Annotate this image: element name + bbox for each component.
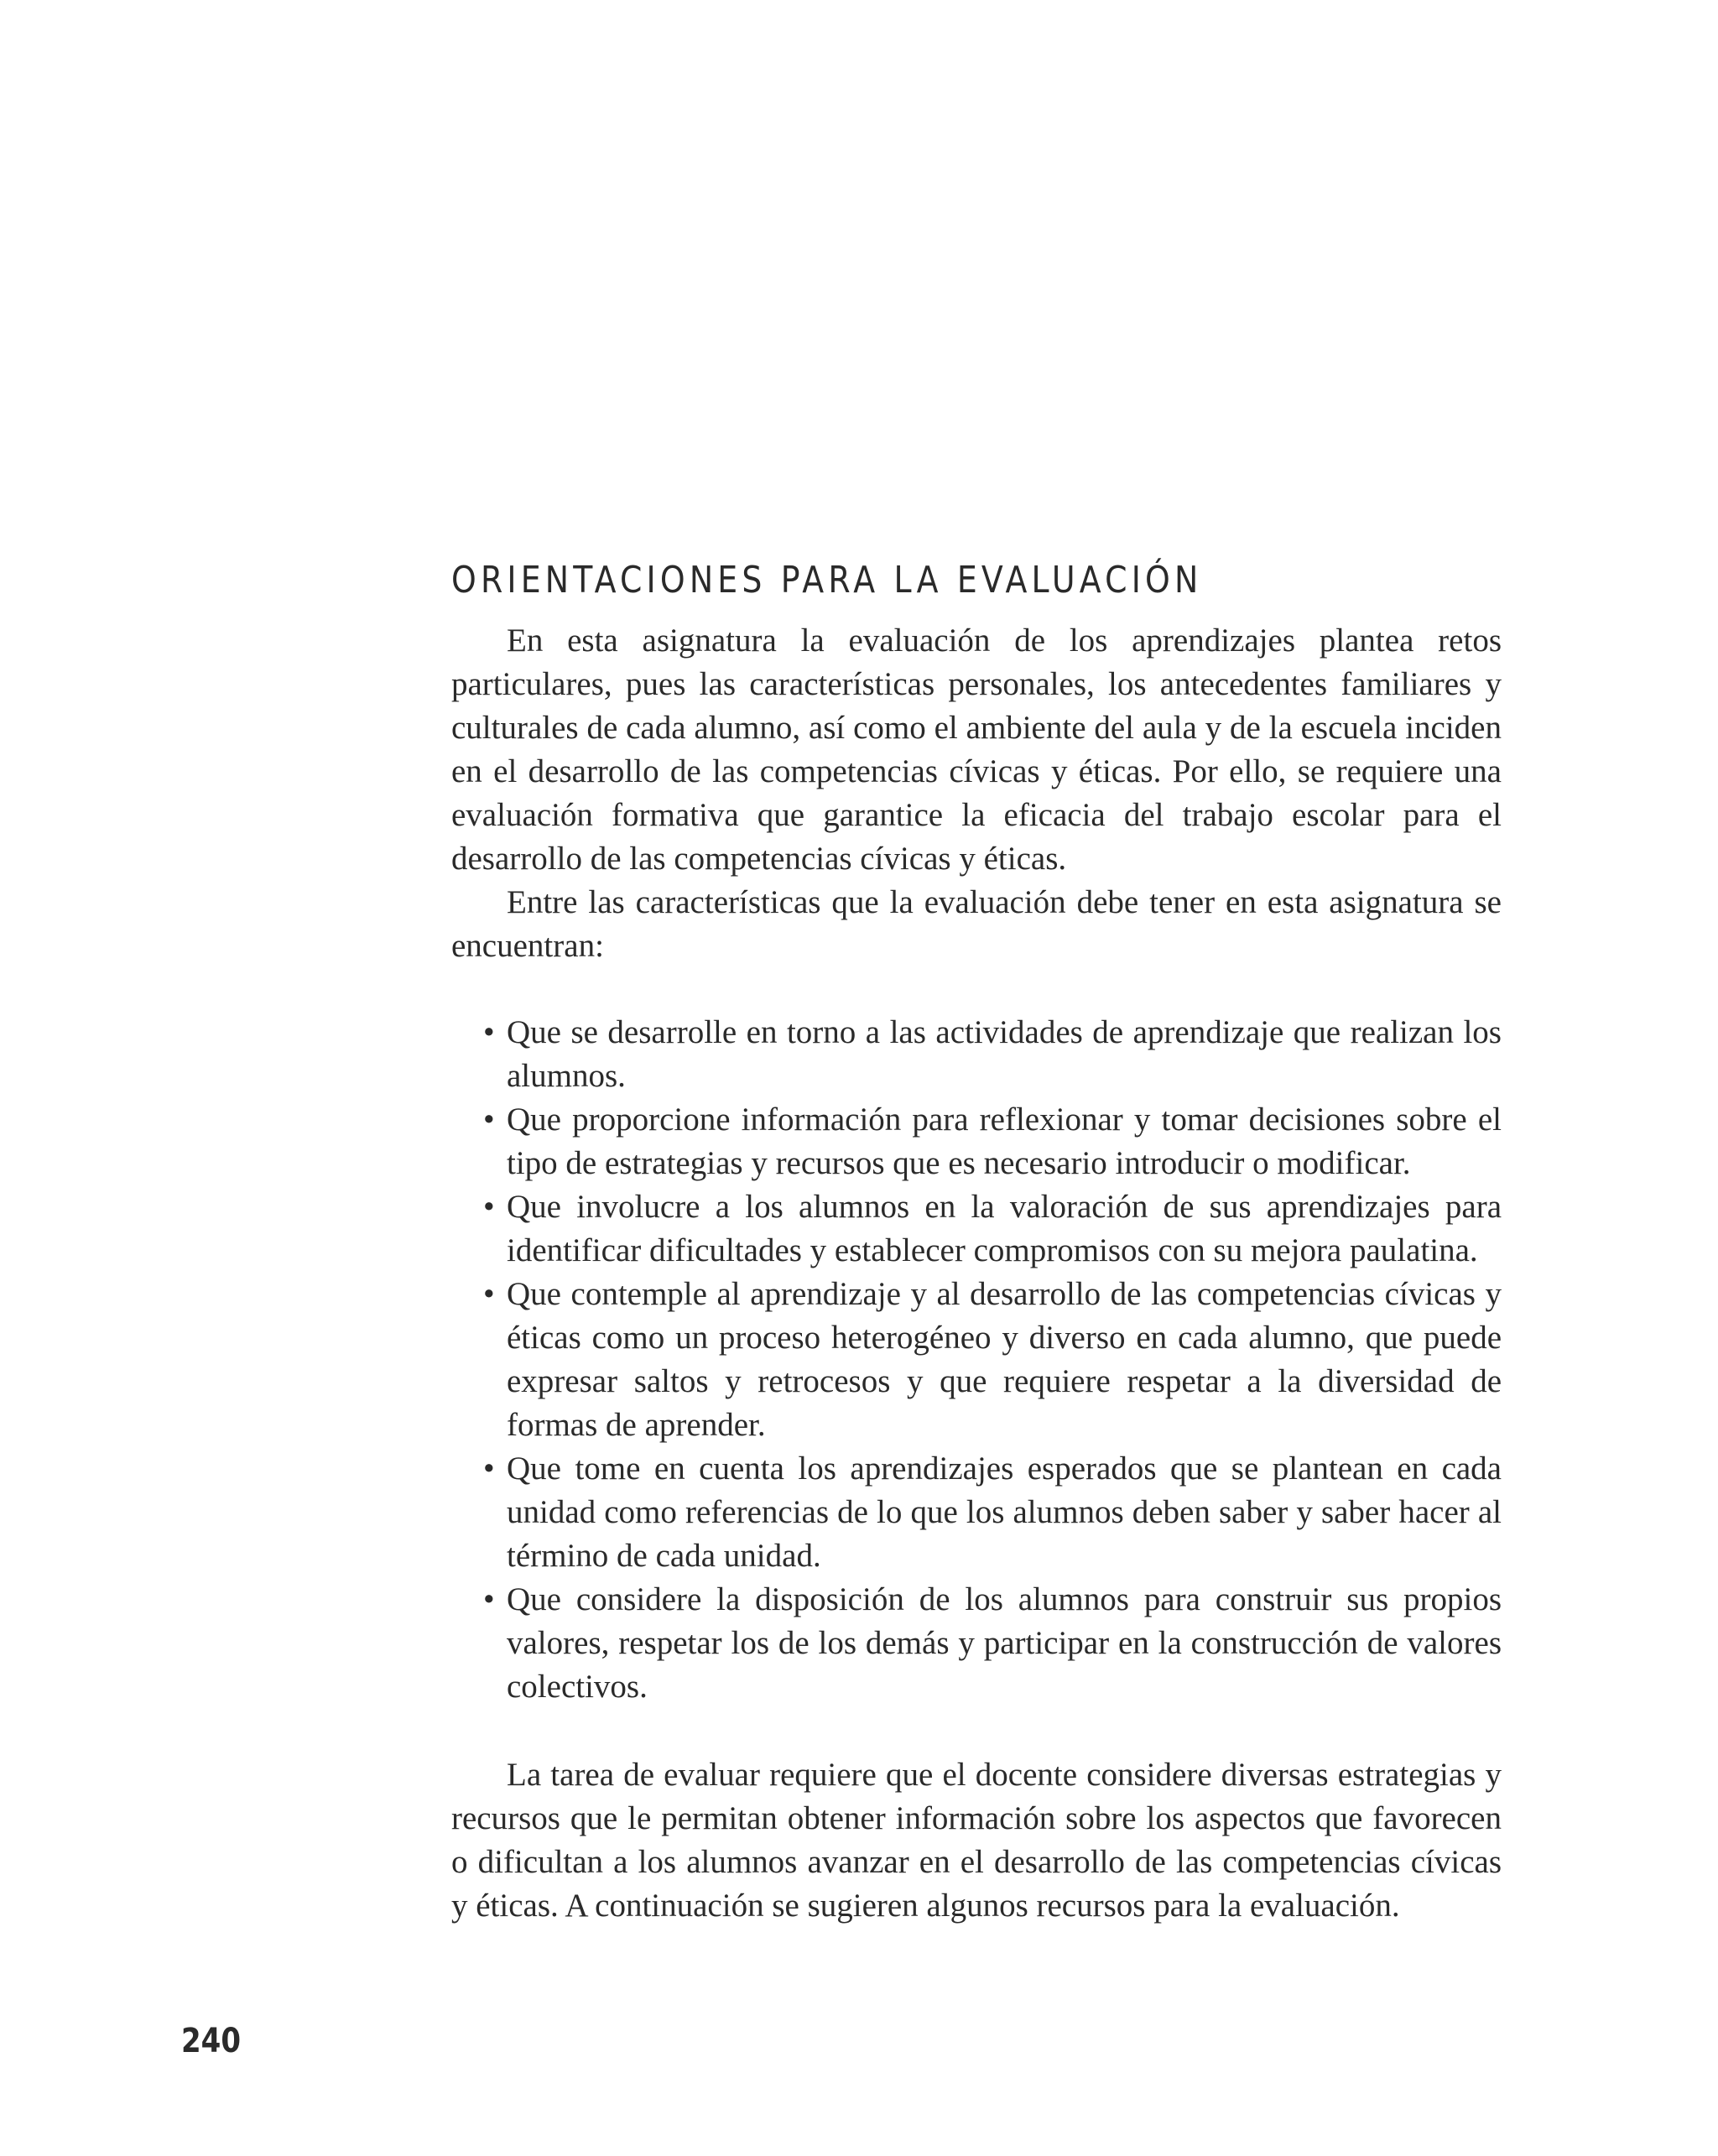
characteristics-list	[451, 1011, 1502, 1709]
page-number: 240	[181, 2022, 241, 2060]
bullet-icon: •	[483, 1189, 495, 1225]
intro-text	[451, 619, 1502, 968]
bullet-icon: •	[483, 1101, 495, 1138]
list-item-text: Que proporcione información para reflexionar y tomar decisiones sobre el tipo de estrategias y recursos que es necesario introducir o modificar.	[507, 1101, 1502, 1181]
bullet-icon: •	[483, 1450, 495, 1487]
list-item	[451, 1185, 1502, 1273]
list-item	[451, 1447, 1502, 1578]
list-item	[451, 1098, 1502, 1185]
list-item-text: Que contemple al aprendizaje y al desarrollo de las competencias cívicas y éticas como un proceso heterogéneo y diverso en cada alumno, que puede expresar saltos y retrocesos y que requiere respetar a la diversidad de formas de aprender.	[507, 1276, 1502, 1443]
bullet-icon: •	[483, 1581, 495, 1617]
list-item-text: Que involucre a los alumnos en la valoración de sus aprendizajes para identificar dificultades y establecer compromisos con su mejora paulatina.	[507, 1189, 1502, 1268]
list-item-text: Que tome en cuenta los aprendizajes esperados que se plantean en cada unidad como referencias de lo que los alumnos deben saber y saber hacer al término de cada unidad.	[507, 1450, 1502, 1574]
closing-paragraph: La tarea de evaluar requiere que el docente considere diversas estrategias y recursos que le permitan obtener información sobre los aspectos que favorecen o dificultan a los alumnos avanzar en el desarrollo de las competencias cívicas y éticas. A continuación se sugieren algunos recursos para la evaluación.	[451, 1757, 1502, 1924]
list-item-text: Que se desarrolle en torno a las actividades de aprendizaje que realizan los alumnos.	[507, 1014, 1502, 1094]
intro-paragraph: Entre las características que la evaluación debe tener en esta asignatura se encuentran:	[451, 884, 1502, 964]
list-item	[451, 1011, 1502, 1098]
bullet-icon: •	[483, 1276, 495, 1312]
section-heading: ORIENTACIONES PARA LA EVALUACIÓN	[451, 559, 1203, 601]
list-item	[451, 1578, 1502, 1709]
list-item	[451, 1273, 1502, 1447]
closing-text	[451, 1753, 1502, 1928]
intro-paragraph: En esta asignatura la evaluación de los aprendizajes plantea retos particulares, pues las características personales, los antecedentes familiares y culturales de cada alumno, así como el ambiente del aula y de la escuela inciden en el desarrollo de las competencias cívicas y éticas. Por ello, se requiere una evaluación formativa que garantice la eficacia del trabajo escolar para el desarrollo de las competencias cívicas y éticas.	[451, 622, 1502, 877]
list-item-text: Que considere la disposición de los alumnos para construir sus propios valores, respetar los de los demás y participar en la construcción de valores colectivos.	[507, 1581, 1502, 1705]
bullet-icon: •	[483, 1014, 495, 1050]
